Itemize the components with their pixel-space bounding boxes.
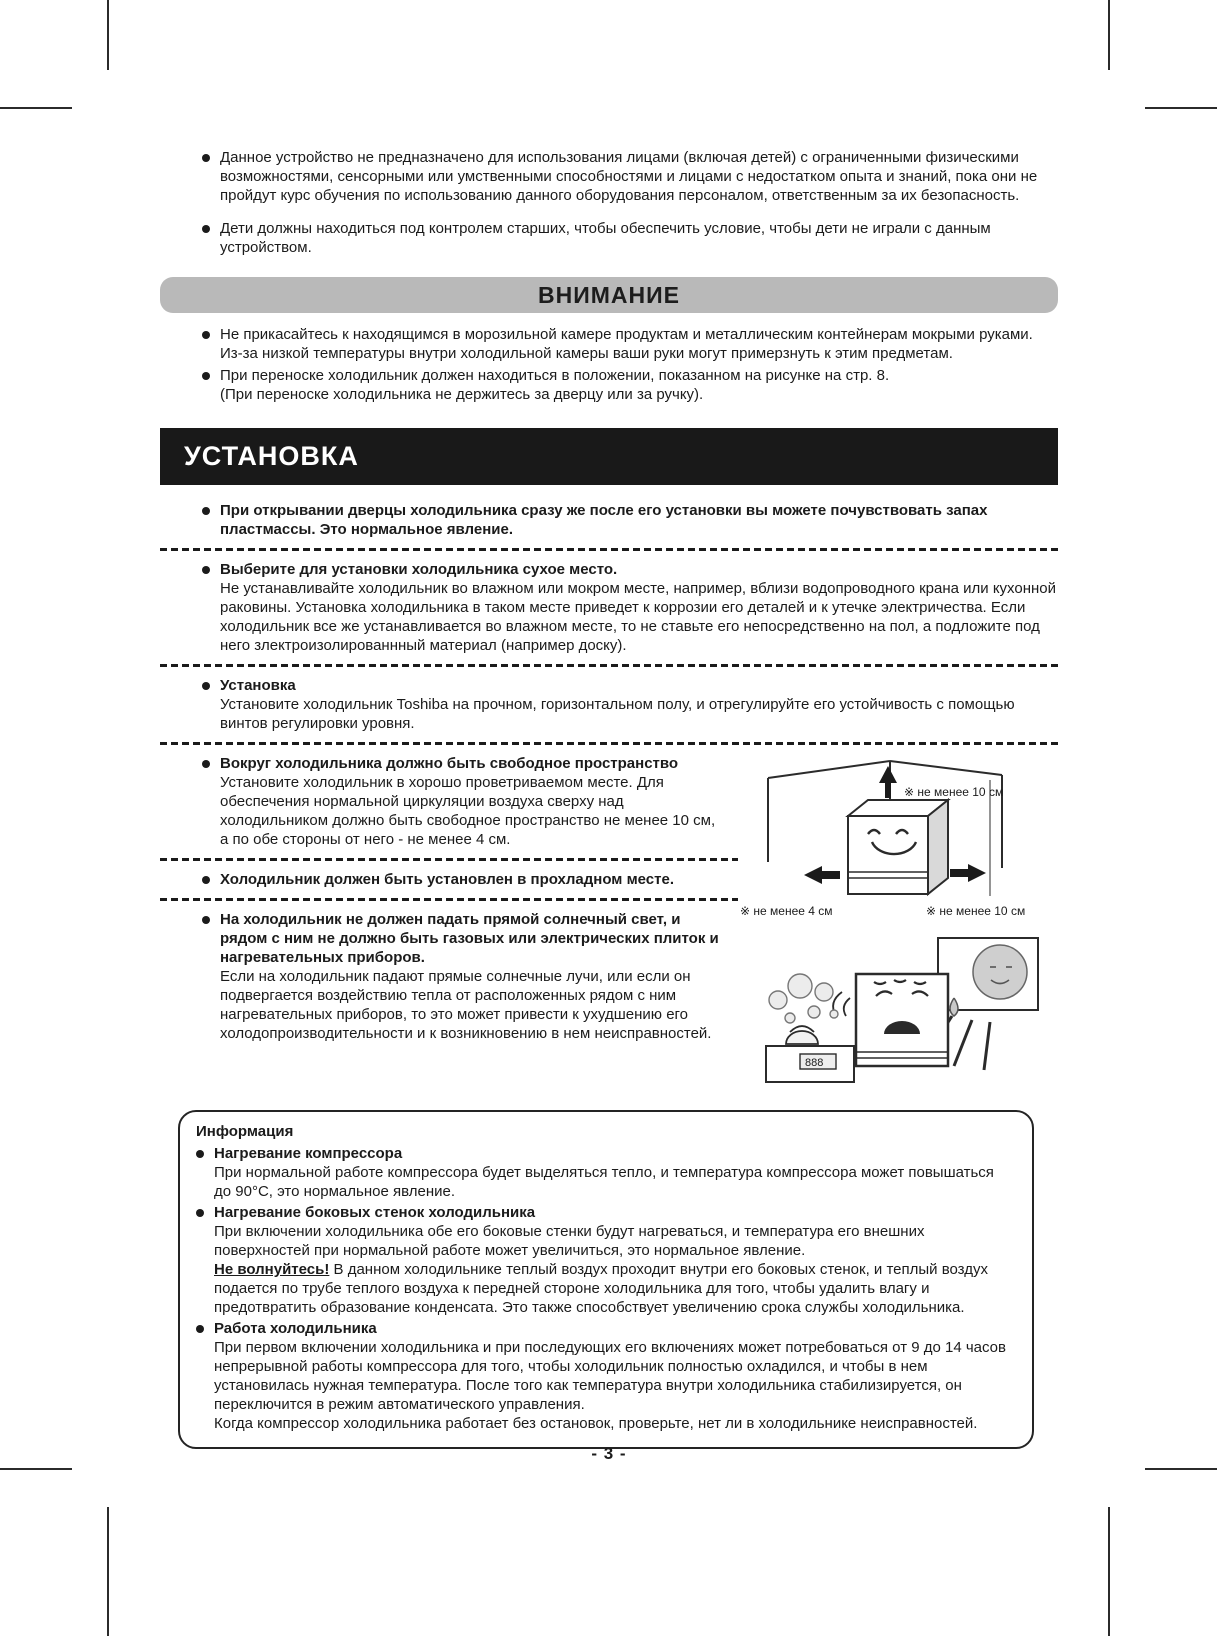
smell-notice-text: При открывании дверцы холодильника сразу же после его установки вы можете почувствовать запах пластмассы. Это нормальное явление.: [220, 502, 988, 538]
bullet-dot: [202, 154, 210, 162]
info-item-side-walls-title: Нагревание боковых стенок холодильника: [214, 1204, 536, 1221]
crop-mark-bottom-right-h: [1145, 1468, 1217, 1470]
bullet-dot: [202, 507, 210, 515]
dashed-divider: [160, 664, 1058, 667]
info-item-compressor: [192, 1144, 1014, 1201]
warning-line: (При переноске холодильника не держитесь за дверцу или за ручку).: [220, 386, 704, 403]
heat-sources-illustration: [738, 934, 1048, 1094]
sun-icon: [973, 945, 1027, 999]
setup-text: Установите холодильник Toshiba на прочном, горизонтальном полу, и отрегулируйте его устойчивость с помощью винтов регулировки уровня.: [220, 696, 1015, 732]
bullet-dot: [196, 1209, 204, 1217]
clearance-diagram: [738, 754, 1048, 924]
left-column: [160, 754, 738, 1043]
dont-worry-rest: В данном холодильнике теплый воздух проходит внутри его боковых стенок, и теплый воздух подается по трубе теплого воздуха к передней стороне холодильника для того, чтобы удалить влагу и предотвратить образование конденсата. Это также способствует увеличению срока службы холодильника.: [214, 1261, 988, 1316]
up-arrow: [879, 766, 897, 798]
warning-banner: ВНИМАНИЕ: [160, 277, 1058, 313]
dashed-divider: [160, 742, 1058, 745]
intro-bullet-1-text: Данное устройство не предназначено для использования лицами (включая детей) с ограниченными физическими возможностями, сенсорными или умственными способностями и лицами с недостатком опыта и знаний, пока они не пройдут курс обучения по использованию данного оборудования персоналом, ответственным за их безопасность.: [220, 149, 1038, 204]
bullet-dot: [202, 331, 210, 339]
bullet-dot: [202, 372, 210, 380]
page-content: [160, 148, 1058, 1449]
section-clearance: [160, 754, 738, 849]
info-item-operation-text: При первом включении холодильника и при последующих его включениях может потребоваться от 9 до 14 часов непрерывной работы компрессора для того, чтобы холодильник полностью охладился, и чтобы в нем установилась нужная температура. После того как температура внутри холодильника стабилизируется, он переключится в режим автоматического управления.: [214, 1339, 1006, 1413]
dashed-divider-short: [160, 858, 738, 861]
sunlight-title: На холодильник не должен падать прямой солнечный свет, и рядом с ним не должно быть газовых или электрических плиток и нагревательных приборов.: [220, 911, 719, 966]
section-smell-notice: [160, 501, 1058, 539]
dashed-divider-short: [160, 898, 738, 901]
dry-place-block: [220, 560, 1058, 655]
two-column-zone: [160, 754, 1058, 1094]
crop-mark-top-left-h: [0, 107, 72, 109]
setup-block: [220, 676, 1058, 733]
section-dry-place: [160, 560, 1058, 655]
info-item-compressor-text: При нормальной работе компрессора будет выделяться тепло, и температура компрессора может повышаться до 90°C, это нормальное явление.: [214, 1164, 994, 1200]
clearance-left-label: ※ не менее 4 см: [740, 904, 833, 918]
steam-bubbles: [769, 974, 838, 1023]
info-item-side-walls-block: [214, 1203, 1014, 1317]
bullet-dot: [202, 760, 210, 768]
section-cool-place: [160, 870, 738, 889]
crop-mark-top-right-h: [1145, 107, 1217, 109]
info-item-operation-title: Работа холодильника: [214, 1320, 377, 1337]
info-item-compressor-title: Нагревание компрессора: [214, 1145, 403, 1162]
stove-display-value: 888: [805, 1057, 824, 1069]
info-item-side-walls: [192, 1203, 1014, 1317]
bullet-dot: [202, 916, 210, 924]
info-box-title: Информация: [196, 1123, 294, 1140]
dry-place-title: Выберите для установки холодильника сухое место.: [220, 561, 618, 578]
section-setup: [160, 676, 1058, 733]
cool-place-text: Холодильник должен быть установлен в прохладном месте.: [220, 871, 675, 888]
crop-mark-top-right-v: [1108, 0, 1110, 70]
installation-banner: УСТАНОВКА: [160, 428, 1058, 485]
warning-bullet-1: [160, 325, 1058, 363]
page-number: - 3 -: [591, 1444, 627, 1463]
clearance-block: [220, 754, 725, 849]
dashed-divider: [160, 548, 1058, 551]
bullet-dot: [202, 225, 210, 233]
bullet-dot: [196, 1150, 204, 1158]
warning-bullet-2: [160, 366, 1058, 404]
warning-line: Не прикасайтесь к находящимся в морозильной камере продуктам и металлическим контейнерам мокрыми руками.: [220, 326, 1033, 343]
info-box: [178, 1110, 1034, 1449]
sunlight-text: Если на холодильник падают прямые солнечные лучи, или если он подвергается воздействию тепла от расположенных рядом с ним нагревательных приборов, то это может привести к ухудшению его холодопроизводительности и к возникновению в нем неисправностей.: [220, 968, 712, 1042]
crop-mark-bottom-left-h: [0, 1468, 72, 1470]
info-item-operation-block: [214, 1319, 1014, 1433]
intro-bullet-2-text: Дети должны находиться под контролем старших, чтобы обеспечить условие, чтобы дети не играли с данным устройством.: [220, 220, 991, 256]
kettle: [786, 1031, 818, 1044]
section-sunlight: [160, 910, 738, 1043]
warning-line: При переноске холодильник должен находиться в положении, показанном на рисунке на стр. 8.: [220, 367, 890, 384]
clearance-text: Установите холодильник в хорошо проветриваемом месте. Для обеспечения нормальной циркуляции воздуха сверху над холодильником должно быть свободное пространство не менее 10 см, а по обе стороны от него - не менее 4 см.: [220, 774, 716, 848]
sunlight-block: [220, 910, 725, 1043]
setup-title: Установка: [220, 677, 296, 694]
info-item-side-walls-text: При включении холодильника обе его боковые стенки будут нагреваться, и температура его внешних поверхностей при нормальной работе может увеличиться, это нормальное явление.: [214, 1223, 925, 1259]
info-item-operation-text2: Когда компрессор холодильника работает без остановок, проверьте, нет ли в холодильнике неисправностей.: [214, 1415, 978, 1432]
crop-mark-top-left-v: [107, 0, 109, 70]
bullet-dot: [202, 876, 210, 884]
warning-line: Из-за низкой температуры внутри холодильной камеры ваши руки могут примерзнуть к этим предметам.: [220, 345, 953, 362]
clearance-top-label: ※ не менее 10 см: [904, 785, 1004, 799]
clearance-title: Вокруг холодильника должно быть свободное пространство: [220, 755, 679, 772]
intro-bullet-2: [160, 219, 1058, 257]
info-item-side-walls-note: [214, 1260, 1014, 1317]
intro-bullet-1: [160, 148, 1058, 205]
bullet-dot: [202, 682, 210, 690]
info-item-compressor-block: [214, 1144, 1014, 1201]
clearance-right-label: ※ не менее 10 см: [926, 904, 1026, 918]
bullet-dot: [196, 1325, 204, 1333]
warning-bullet-2-text: [220, 366, 1058, 404]
info-item-operation: [192, 1319, 1014, 1433]
dont-worry-lead: Не волнуйтесь!: [214, 1261, 330, 1278]
dry-place-text: Не устанавливайте холодильник во влажном или мокром месте, например, вблизи водопроводного крана или кухонной раковины. Установка холодильника в таком месте приведет к коррозии его деталей и к утечке электричества. Если холодильник все же устанавливается во влажном месте, то не ставьте его непосредственно на пол, а подложите под него злектроизолированнный материал (например доску).: [220, 580, 1057, 654]
right-column: [738, 754, 1058, 1094]
crop-mark-bottom-left-v: [107, 1507, 109, 1636]
bullet-dot: [202, 566, 210, 574]
warning-bullet-1-text: [220, 325, 1058, 363]
crop-mark-bottom-right-v: [1108, 1507, 1110, 1636]
